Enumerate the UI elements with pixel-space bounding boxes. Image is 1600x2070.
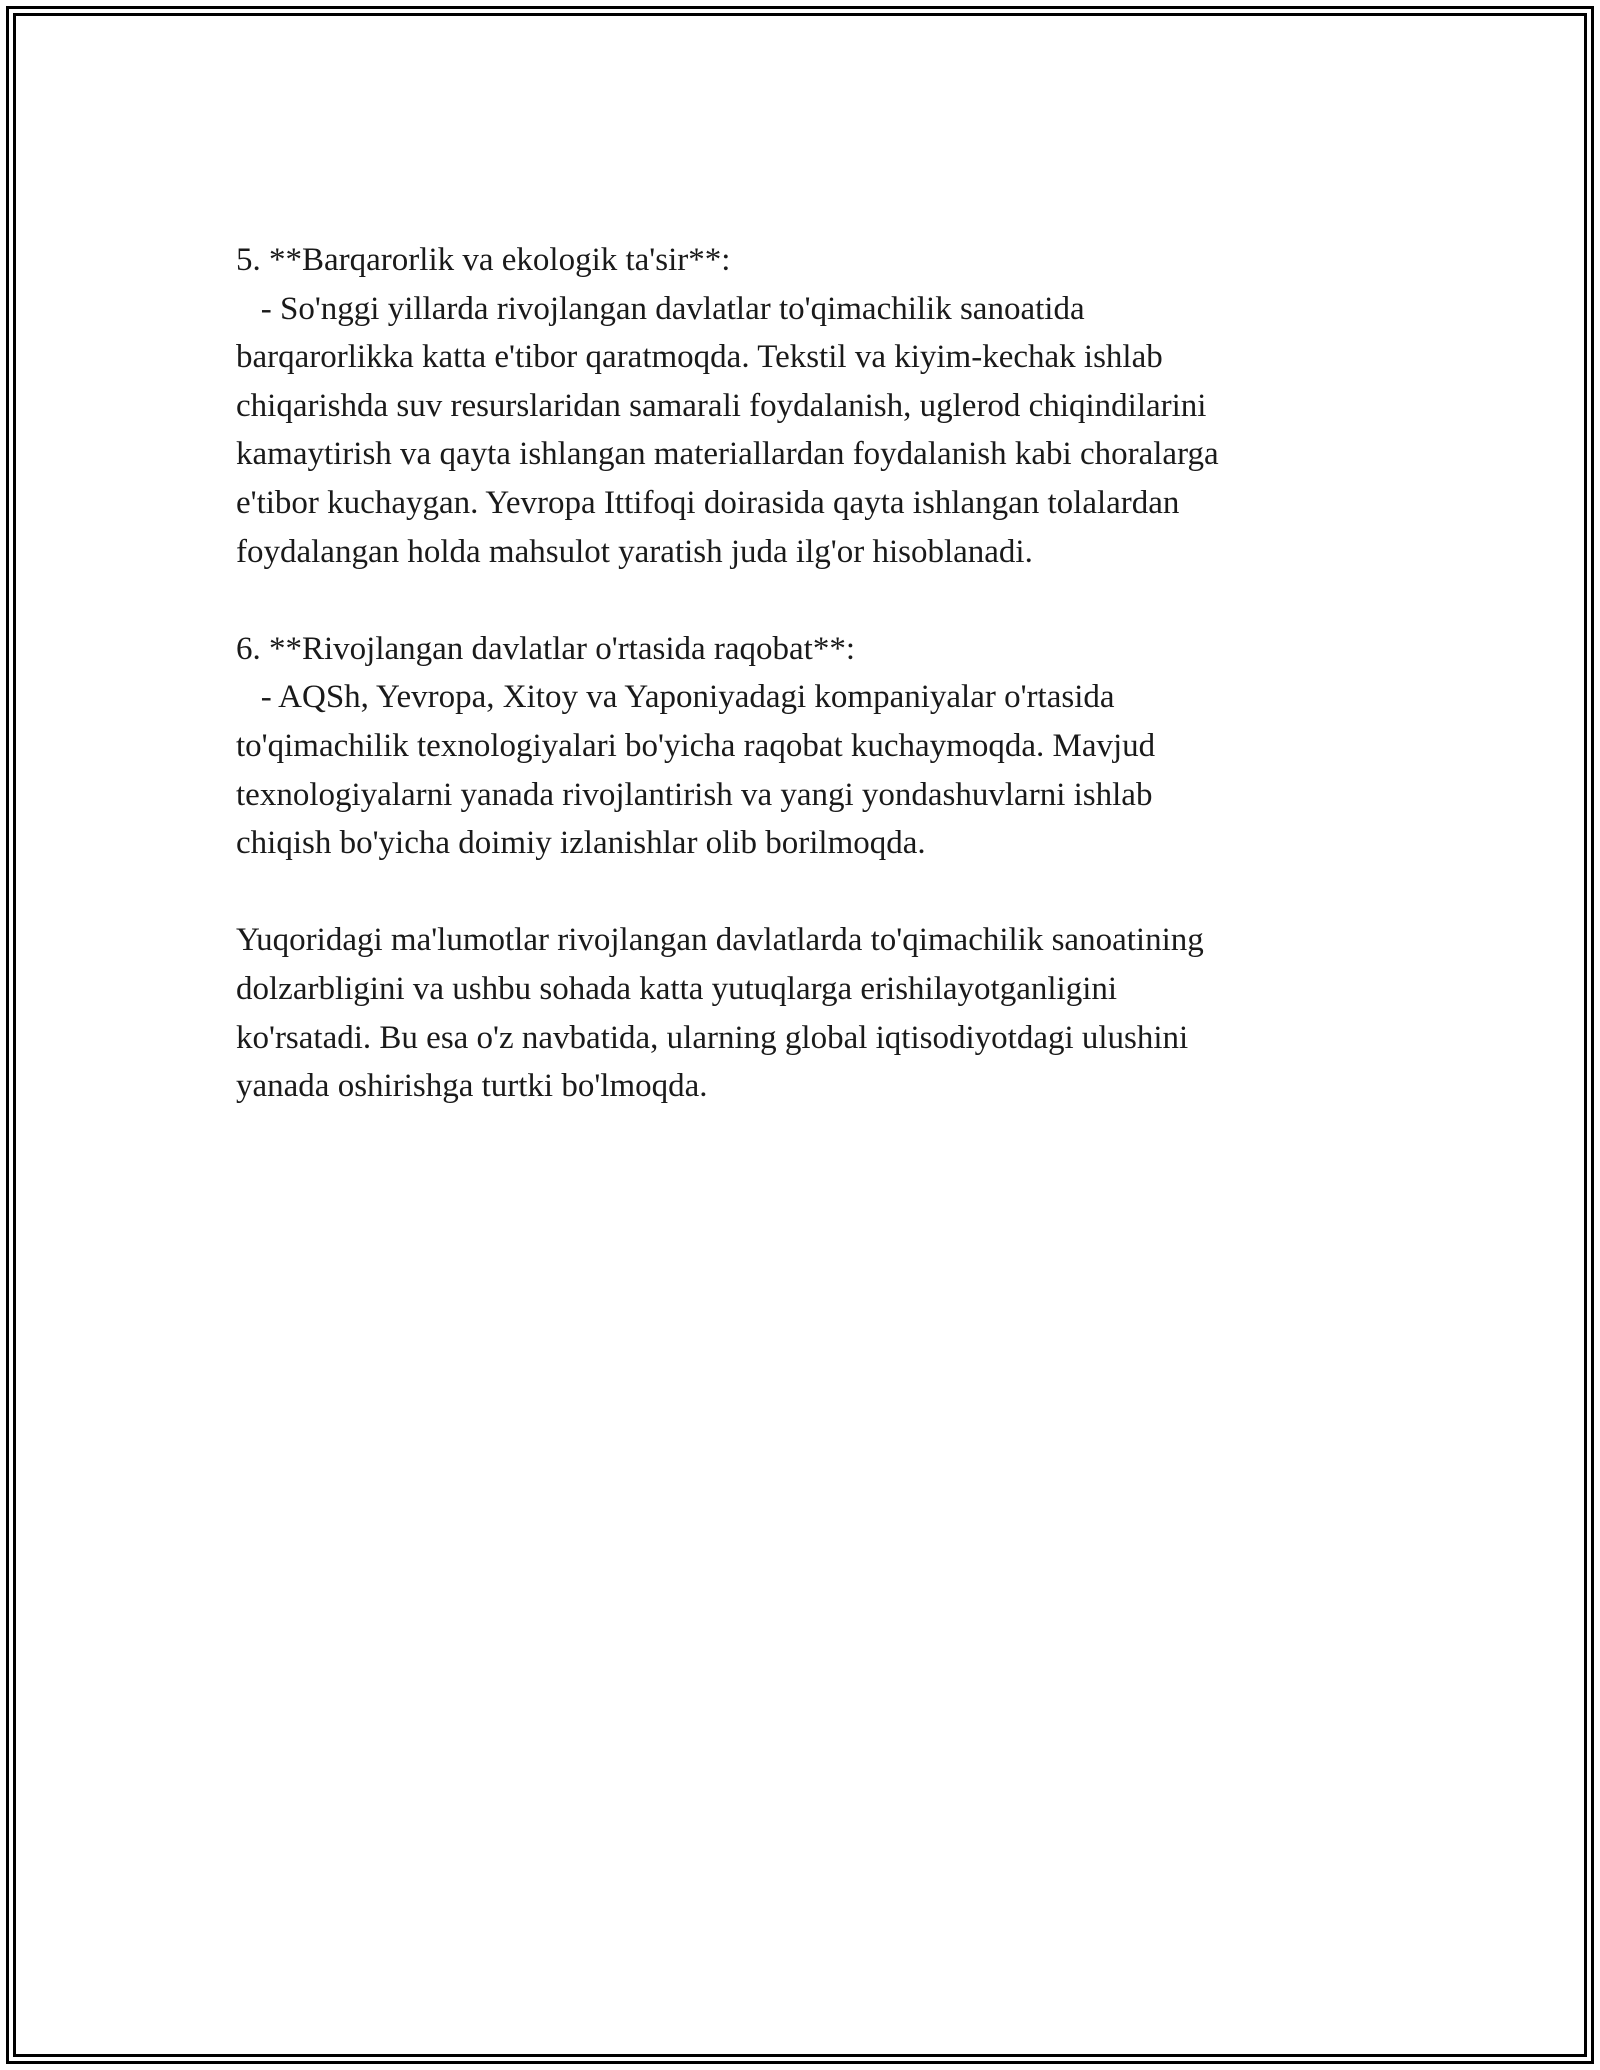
section-6-paragraph <box>236 625 1366 868</box>
conclusion-paragraph <box>236 916 1366 1110</box>
text-line: chiqish bo'yicha doimiy izlanishlar olib borilmoqda. <box>236 825 926 862</box>
section-5-paragraph <box>236 236 1366 576</box>
text-line: - AQSh, Yevropa, Xitoy va Yaponiyadagi kompaniyalar o'rtasida <box>236 679 1115 716</box>
text-line: Yuqoridagi ma'lumotlar rivojlangan davlatlarda to'qimachilik sanoatining <box>236 922 1204 959</box>
text-line: foydalangan holda mahsulot yaratish juda ilg'or hisoblanadi. <box>236 533 1033 570</box>
text-line: yanada oshirishga turtki bo'lmoqda. <box>236 1068 708 1105</box>
document-body <box>236 236 1366 1159</box>
text-line: dolzarbligini va ushbu sohada katta yutuqlarga erishilayotganligini <box>236 970 1118 1007</box>
section-6-heading: 6. **Rivojlangan davlatlar o'rtasida raqobat**: <box>236 630 856 667</box>
text-line: barqarorlikka katta e'tibor qaratmoqda. Tekstil va kiyim-kechak ishlab <box>236 339 1163 376</box>
text-line: ko'rsatadi. Bu esa o'z navbatida, ularning global iqtisodiyotdagi ulushini <box>236 1019 1189 1056</box>
text-line: to'qimachilik texnologiyalari bo'yicha raqobat kuchaymoqda. Mavjud <box>236 727 1156 764</box>
text-line: e'tibor kuchaygan. Yevropa Ittifoqi doirasida qayta ishlangan tolalardan <box>236 484 1180 521</box>
text-line: texnologiyalarni yanada rivojlantirish va yangi yondashuvlarni ishlab <box>236 776 1153 813</box>
text-line: chiqarishda suv resurslaridan samarali foydalanish, uglerod chiqindilarini <box>236 387 1207 424</box>
text-line: - So'nggi yillarda rivojlangan davlatlar to'qimachilik sanoatida <box>236 290 1085 327</box>
text-line: kamaytirish va qayta ishlangan materiallardan foydalanish kabi choralarga <box>236 436 1219 473</box>
section-5-heading: 5. **Barqarorlik va ekologik ta'sir**: <box>236 242 731 278</box>
